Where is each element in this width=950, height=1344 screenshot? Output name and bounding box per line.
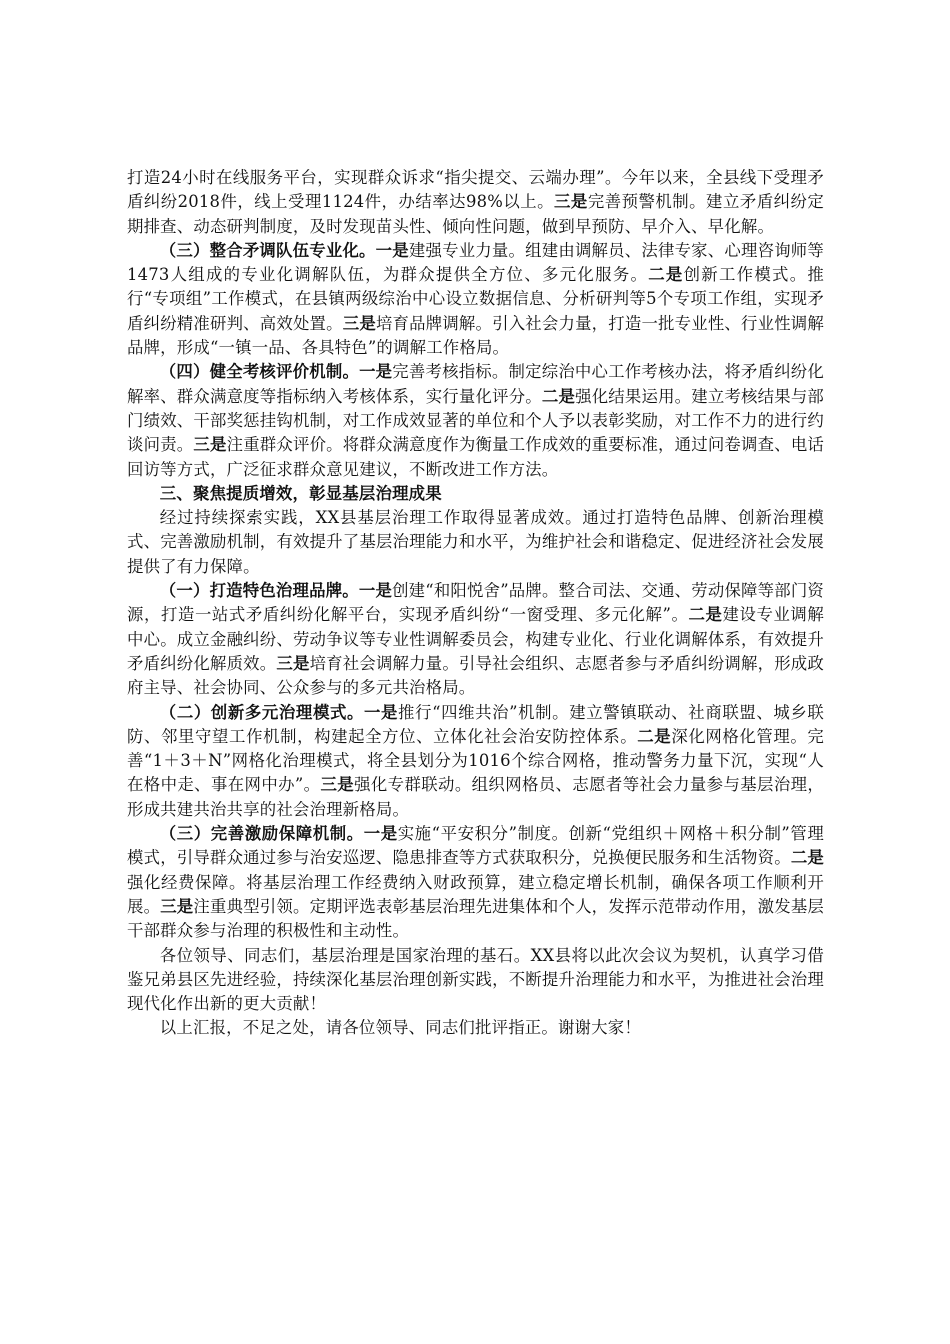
text-segment: 完善考核指标。制定综治中心工作考核办法，将矛盾纠纷化解率、群众满意度等指标纳入考核体系，实行量化评分。 (127, 362, 824, 406)
text-segment: 创新工作模式。推行“专项组”工作模式，在县镇两级综治中心设立数据信息、分析研判等5个专项工作组，实现矛盾纠纷精准研判、高效处置。 (127, 265, 825, 333)
text-segment: 创建“和阳悦舍”品牌。整合司法、交通、劳动保障等部门资源，打造一站式矛盾纠纷化解平台，实现矛盾纠纷“一窗受理、多元化解”。 (127, 581, 825, 625)
text-segment: 注重群众评价。将群众满意度作为衡量工作成效的重要标准，通过问卷调查、电话回访等方式，广泛征求群众意见建议，不断改进工作方法。 (127, 435, 825, 479)
bold-text-segment: （四）健全考核评价机制。 (159, 362, 360, 382)
paragraph (127, 944, 824, 1017)
text-segment: 建设专业调解中心。成立金融纠纷、劳动争议等专业性调解委员会，构建专业化、行业化调解体系，有效提升矛盾纠纷化解质效。 (127, 605, 825, 673)
text-segment: 强化结果运用。建立考核结果与部门绩效、干部奖惩挂钩机制，对工作成效显著的单位和个人予以表彰奖励，对工作不力的进行约谈问责。 (127, 386, 825, 455)
bold-text-segment: 二是 (541, 386, 576, 406)
bold-text-segment: （二）创新多元治理模式。 (159, 702, 364, 722)
bold-text-segment: （一）打造特色治理品牌。 (159, 581, 359, 601)
section-heading (127, 482, 824, 506)
paragraph (127, 239, 824, 360)
bold-text-segment: 三是 (160, 896, 194, 916)
bold-text-segment: 一是 (364, 702, 399, 722)
paragraph (127, 701, 824, 822)
text-segment: 强化经费保障。将基层治理工作经费纳入财政预算，建立稳定增长机制，确保各项工作顺利开展。 (127, 872, 824, 916)
text-segment: 培育社会调解力量。引导社会组织、志愿者参与矛盾纠纷调解，形成政府主导、社会协同、公众参与的多元共治格局。 (127, 653, 824, 698)
bold-text-segment: 一是 (358, 581, 393, 601)
bold-text-segment: 三是 (320, 775, 355, 795)
bold-text-segment: 一是 (359, 362, 393, 382)
text-segment: 培育品牌调解。引入社会力量，打造一批专业性、行业性调解品牌，形成“一镇一品、各具特色”的调解工作格局。 (127, 313, 824, 358)
text-segment: 实施“平安积分”制度。创新“党组织＋网格＋积分制”管理模式，引导群众通过参与治安巡逻、隐患排查等方式获取积分，兑换便民服务和生活物资。 (127, 824, 824, 868)
bold-text-segment: 二是 (648, 265, 684, 285)
paragraph (127, 166, 824, 239)
paragraph (127, 1016, 824, 1040)
bold-text-segment: （三）完善激励保障机制。 (159, 824, 364, 844)
bold-text-segment: 二是 (790, 848, 824, 868)
text-segment: 以上汇报，不足之处，请各位领导、同志们批评指正。谢谢大家！ (159, 1018, 641, 1038)
paragraph (127, 360, 824, 481)
text-segment: 打造24小时在线服务平台，实现群众诉求“指尖提交、云端办理”。今年以来，全县线下受理矛盾纠纷2018件，线上受理1124件，办结率达98%以上。 (127, 168, 824, 212)
bold-text-segment: 一是 (363, 824, 398, 844)
bold-text-segment: 三是 (276, 653, 310, 673)
text-segment: 强化专群联动。组织网格员、志愿者等社会力量参与基层治理，形成共建共治共享的社会治理新格局。 (127, 775, 825, 819)
text-segment: 推行“四维共治”机制。建立警镇联动、社商联盟、城乡联防、邻里守望工作机制，构建起全方位、立体化社会治安防控体系。 (127, 702, 825, 746)
text-segment: 建强专业力量。组建由调解员、法律专家、心理咨询师等1473人组成的专业化调解队伍，为群众提供全方位、多元化服务。 (127, 240, 825, 285)
bold-text-segment: （三）整合矛调队伍专业化。 (159, 240, 376, 260)
paragraph (127, 579, 824, 700)
bold-text-segment: 三是 (193, 435, 227, 455)
paragraph (127, 822, 824, 943)
text-segment: 各位领导、同志们，基层治理是国家治理的基石。XX县将以此次会议为契机，认真学习借鉴兄弟县区先进经验，持续深化基层治理创新实践，不断提升治理能力和水平，为推进社会治理现代化作出新的更大贡献！ (127, 945, 824, 1014)
bold-text-segment: 三、聚焦提质增效，彰显基层治理成果 (159, 483, 442, 503)
bold-text-segment: 二是 (688, 605, 723, 625)
bold-text-segment: 二是 (637, 726, 672, 746)
text-segment: 注重典型引领。定期评选表彰基层治理先进集体和个人，发挥示范带动作用，激发基层干部群众参与治理的积极性和主动性。 (127, 896, 825, 941)
document-body (127, 166, 824, 1041)
bold-text-segment: 三是 (342, 313, 376, 333)
bold-text-segment: 三是 (554, 192, 588, 212)
text-segment: 完善预警机制。建立矛盾纠纷定期排查、动态研判制度，及时发现苗头性、倾向性问题，做到早预防、早介入、早化解。 (127, 192, 824, 236)
bold-text-segment: 一是 (375, 240, 409, 260)
text-segment: 深化网格化管理。完善“1＋3＋N”网格化治理模式，将全县划分为1016个综合网格，推动警务力量下沉，实现“人在格中走、事在网中办”。 (127, 726, 824, 795)
text-segment: 经过持续探索实践，XX县基层治理工作取得显著成效。通过打造特色品牌、创新治理模式、完善激励机制，有效提升了基层治理能力和水平，为维护社会和谐稳定、促进经济社会发展提供了有力保障。 (127, 508, 824, 576)
paragraph (127, 506, 824, 579)
